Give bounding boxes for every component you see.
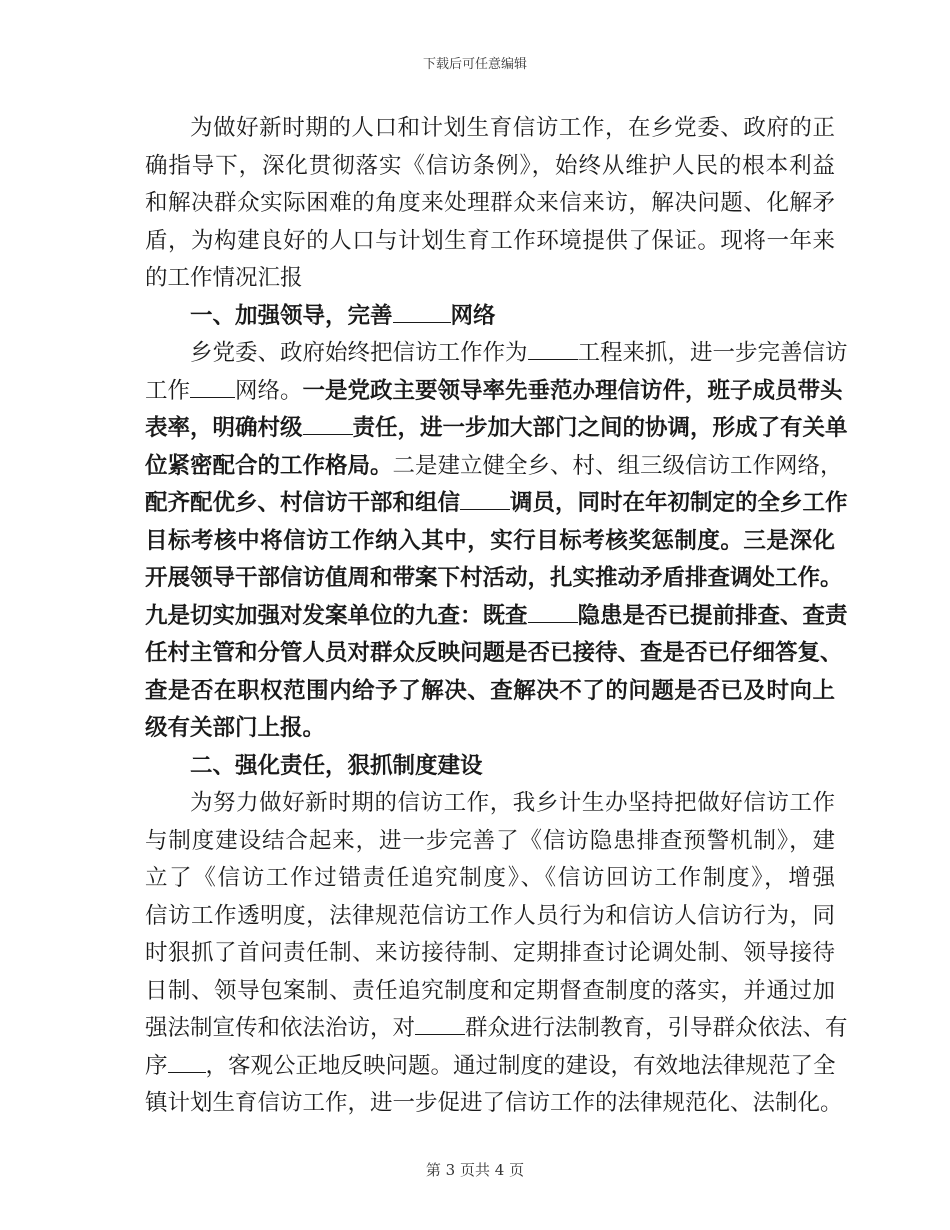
paragraph-3-line-8 [145, 1048, 835, 1086]
paragraph-3-line-2: 与制度建设结合起来，进一步完善了《信访隐患排查预警机制》，建 [145, 827, 835, 854]
text-run: 责任，进一步加大部门之间的协调，形成了有关单 [352, 415, 848, 441]
paragraph-2-line-6: 目标考核中将信访工作纳入其中，实行目标考核奖惩制度。三是深化 [145, 527, 835, 554]
paragraph-2-line-11: 级有关部门上报。 [145, 715, 326, 741]
fill-blank [168, 1050, 206, 1073]
heading-1-text-end: 网络 [450, 302, 496, 329]
paragraph-3-line-6: 日制、领导包案制、责任追究制度和定期督查制度的落实，并通过加 [145, 977, 835, 1004]
text-run: 调员，同时在年初制定的全乡工作 [510, 490, 848, 516]
paragraph-1-line-4: 盾，为构建良好的人口与计划生育工作环境提供了保证。现将一年来 [145, 227, 835, 254]
text-run: 二是建立健全乡、村、组三级信访工作网络， [392, 452, 843, 479]
text-run: 网络。 [235, 377, 303, 404]
paragraph-1-line-5: 的工作情况汇报 [145, 265, 303, 291]
text-run: 表率，明确村级 [145, 415, 303, 441]
paragraph-2-line-5 [145, 485, 848, 523]
text-run: 工程来抓，进一步完善信访 [577, 340, 848, 366]
paragraph-3-line-3: 立了《信访工作过错责任追究制度》、《信访回访工作制度》，增强 [145, 865, 835, 891]
section-heading-1 [145, 298, 835, 336]
fill-blank [415, 1012, 465, 1035]
paragraph-2-line-1 [145, 335, 848, 373]
paragraph-1-line-3: 和解决群众实际困难的角度来处理群众来信来访，解决问题、化解矛 [145, 190, 835, 216]
paragraph-3-line-9: 镇计划生育信访工作，进一步促进了信访工作的法律规范化、法制化。 [145, 1090, 843, 1116]
paragraph-3-line-1: 为努力做好新时期的信访工作，我乡计生办坚持把做好信访工作 [190, 790, 835, 816]
paragraph-2-line-2 [145, 373, 843, 411]
text-run: 隐患是否已提前排查、查责 [577, 602, 848, 629]
text-run: 序 [145, 1052, 168, 1079]
fill-blank [528, 337, 578, 360]
paragraph-2-line-3 [145, 410, 848, 448]
text-run: 工作 [145, 377, 191, 404]
heading-1-text: 一、加强领导，完善 [190, 302, 393, 329]
text-run: 乡党委、政府始终把信访工作作为 [190, 340, 528, 366]
paragraph-3-line-5: 时狠抓了首问责任制、来访接待制、定期排查讨论调处制、领导接待 [145, 940, 835, 966]
page-footer: 第 3 页共 4 页 [425, 1161, 525, 1179]
text-run: 强法制宣传和依法治访，对 [145, 1015, 416, 1041]
text-run: 群众进行法制教育，引导群众依法、有 [465, 1015, 848, 1041]
text-run: 配齐配优乡、村信访干部和组信 [145, 490, 461, 516]
fill-blank [303, 412, 353, 435]
text-run: ，客观公正地反映问题。通过制度的建设，有效地法律规范了全 [205, 1052, 836, 1079]
fill-blank [190, 375, 235, 398]
fill-blank [393, 300, 451, 323]
paragraph-2-line-9: 任村主管和分管人员对群众反映问题是否已接待、查是否已仔细答复、 [145, 640, 843, 666]
section-heading-2: 二、强化责任，狠抓制度建设 [190, 752, 483, 779]
text-run-bold: 一是党政主要领导率先垂范办理信访件，班子成员带头 [302, 377, 843, 404]
text-run-bold: 位紧密配合的工作格局。 [145, 452, 393, 479]
fill-blank [528, 600, 578, 623]
text-run: 九是切实加强对发案单位的九查：既查 [145, 602, 528, 629]
paragraph-2-line-8 [145, 598, 848, 636]
paragraph-3-line-4: 信访工作透明度，法律规范信访工作人员行为和信访人信访行为，同 [145, 902, 835, 929]
document-body [145, 110, 848, 1123]
page-header: 下载后可任意编辑 [422, 57, 527, 72]
paragraph-2-line-4 [145, 448, 843, 486]
paragraph-1-line-1: 为做好新时期的人口和计划生育信访工作，在乡党委、政府的正 [190, 115, 835, 141]
paragraph-2-line-10: 查是否在职权范围内给予了解决、查解决不了的问题是否已及时向上 [145, 677, 835, 704]
fill-blank [460, 487, 510, 510]
paragraph-1-line-2: 确指导下，深化贯彻落实《信访条例》，始终从维护人民的根本利益 [145, 152, 835, 179]
paragraph-3-line-7 [145, 1010, 848, 1048]
paragraph-2-line-7: 开展领导干部信访值周和带案下村活动，扎实推动矛盾排查调处工作。 [145, 565, 843, 591]
